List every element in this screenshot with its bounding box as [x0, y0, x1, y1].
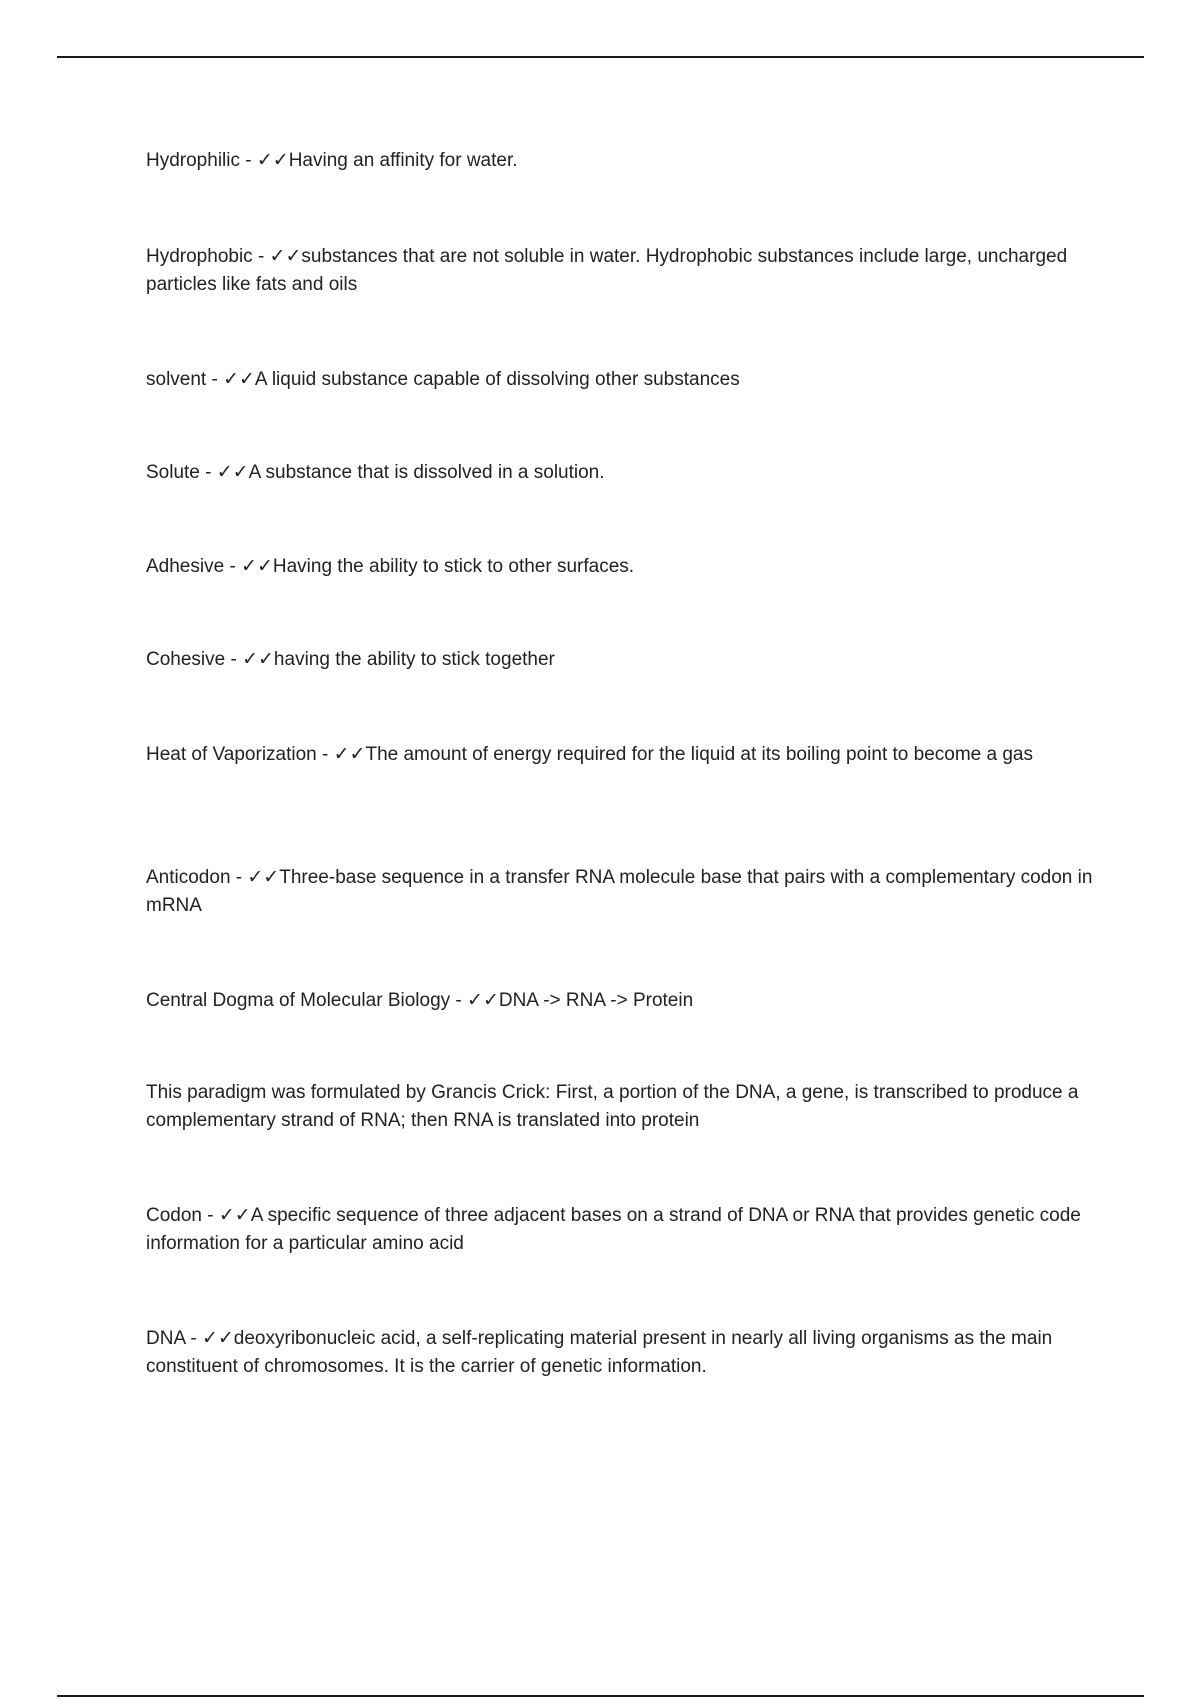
entry-solute: Solute - ✓✓A substance that is dissolved in a solution.: [146, 462, 605, 483]
entry-cohesive: Cohesive - ✓✓having the ability to stick together: [146, 649, 555, 670]
entry-adhesive: Adhesive - ✓✓Having the ability to stick to other surfaces.: [146, 556, 635, 577]
entry-anticodon: Anticodon - ✓✓Three-base sequence in a transfer RNA molecule base that pairs with a complementary codon in mRNA: [146, 867, 1093, 916]
entry-hydrophobic: Hydrophobic - ✓✓substances that are not soluble in water. Hydrophobic substances include large, uncharged particles like fats and oils: [146, 246, 1068, 295]
entry-codon: Codon - ✓✓A specific sequence of three adjacent bases on a strand of DNA or RNA that provides genetic code information for a particular amino acid: [146, 1205, 1081, 1254]
entry-paradigm-note: This paradigm was formulated by Grancis Crick: First, a portion of the DNA, a gene, is transcribed to produce a complementary strand of RNA; then RNA is translated into protein: [146, 1082, 1079, 1131]
entry-hydrophilic: Hydrophilic - ✓✓Having an affinity for water.: [146, 150, 518, 171]
header-rule: [57, 56, 1144, 58]
entry-solvent: solvent - ✓✓A liquid substance capable of dissolving other substances: [146, 369, 740, 390]
entry-central-dogma: Central Dogma of Molecular Biology - ✓✓DNA -> RNA -> Protein: [146, 990, 694, 1011]
footer-rule: [57, 1695, 1144, 1697]
entry-heat-of-vaporization: Heat of Vaporization - ✓✓The amount of energy required for the liquid at its boiling point to become a gas: [146, 744, 1033, 765]
entry-dna: DNA - ✓✓deoxyribonucleic acid, a self-replicating material present in nearly all living organisms as the main constituent of chromosomes. It is the carrier of genetic information.: [146, 1328, 1053, 1377]
